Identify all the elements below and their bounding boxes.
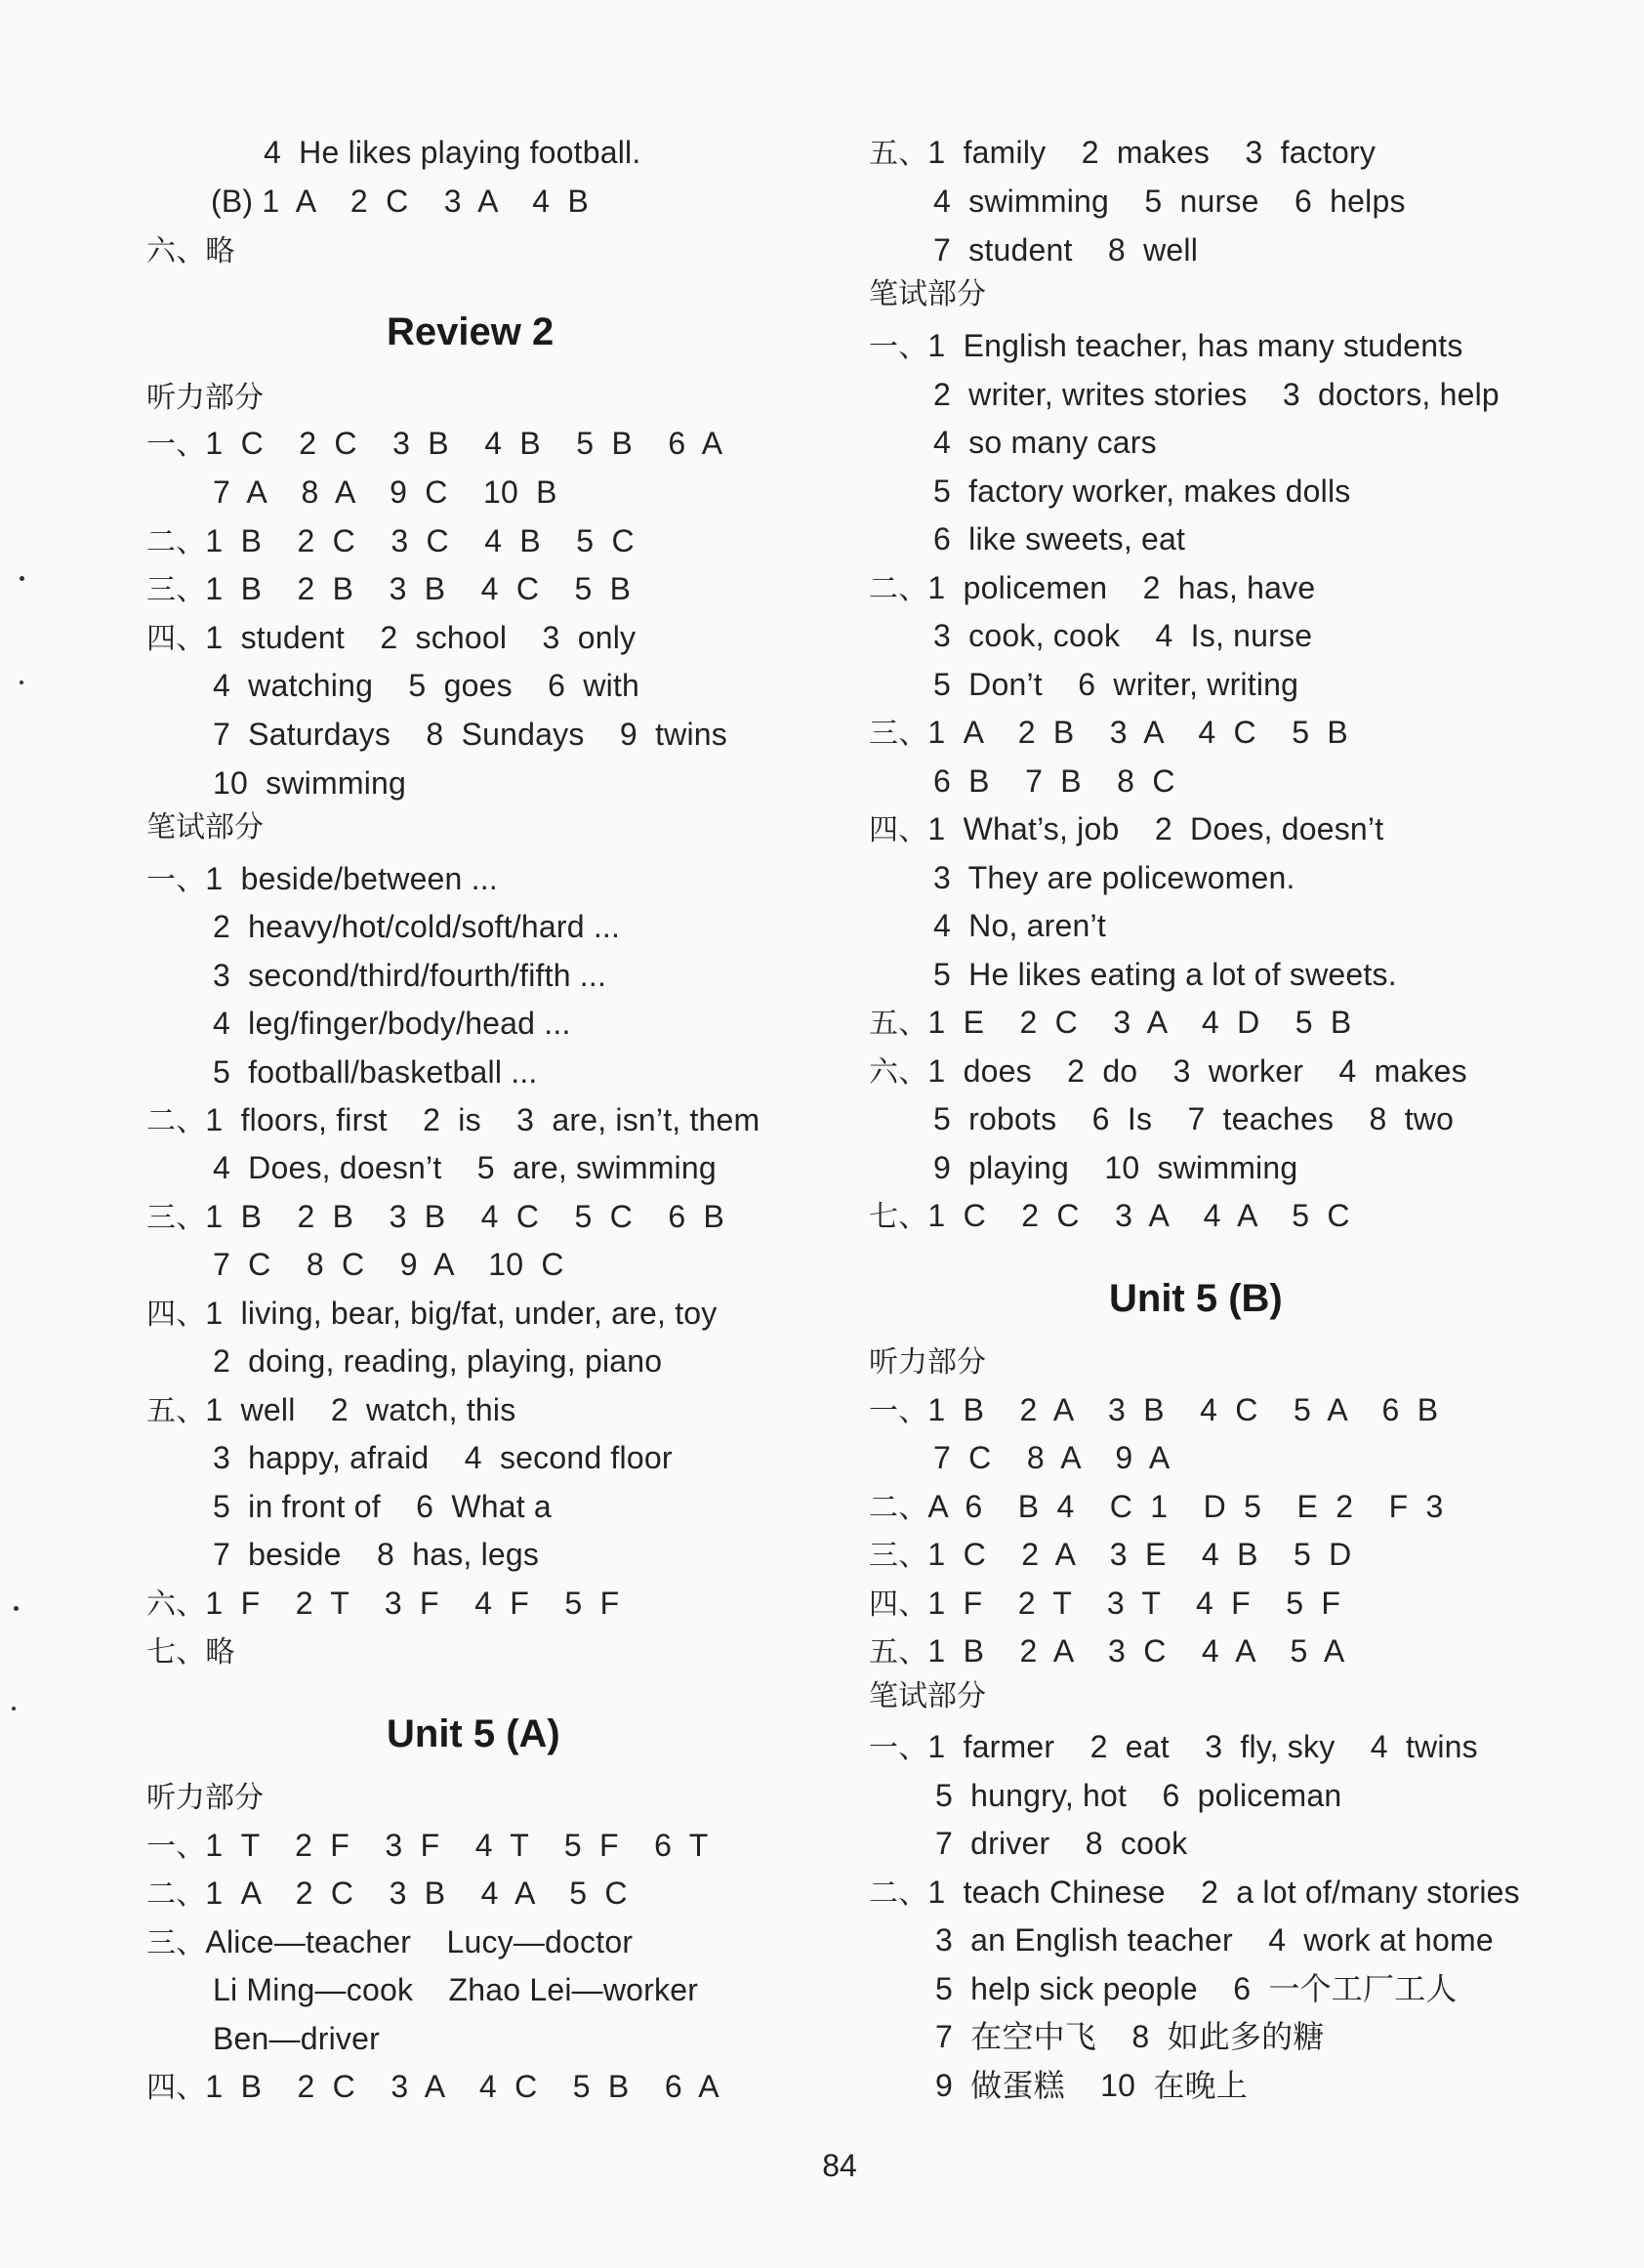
answer-line: 7 student 8 well	[933, 232, 1199, 268]
answer-line: 4 No, aren’t	[933, 908, 1106, 943]
section-marker: 二、	[869, 1491, 928, 1525]
answer-line: 2 doing, reading, playing, piano	[213, 1343, 663, 1379]
answer-line: 10 swimming	[213, 765, 407, 801]
answer-line	[869, 1003, 1351, 1042]
answer-line	[146, 1584, 619, 1623]
section-marker: 二、	[146, 525, 206, 559]
answer-line	[869, 1196, 1350, 1235]
answer-text: 略	[205, 234, 235, 268]
answer-line: 3 second/third/fourth/fifth ...	[213, 958, 607, 993]
section-marker: 四、	[869, 813, 928, 847]
answer-line	[146, 1922, 633, 1961]
section-marker: 六、	[869, 1055, 928, 1090]
section-marker: 四、	[146, 2071, 206, 2105]
answer-line: 5 hungry, hot 6 policeman	[935, 1778, 1342, 1813]
section-marker: 一、	[869, 1394, 928, 1428]
section-marker: 五、	[146, 1394, 206, 1428]
answer-text: A 6 B 4 C 1 D 5 E 2 F 3	[927, 1489, 1444, 1524]
answer-line	[146, 1294, 717, 1333]
answer-line: 7 Saturdays 8 Sundays 9 twins	[213, 717, 727, 752]
answer-text: 1 floors, first 2 is 3 are, isn’t, them	[205, 1102, 760, 1137]
written-part-label: 笔试部分	[869, 277, 986, 311]
answer-text: 1 F 2 T 3 T 4 F 5 F	[927, 1586, 1341, 1621]
answer-line	[146, 1197, 724, 1236]
section-marker: 一、	[146, 1830, 206, 1864]
scan-speck	[20, 576, 24, 581]
answer-line	[146, 424, 722, 463]
answer-line: 6 like sweets, eat	[933, 521, 1186, 557]
section-title-review-2: Review 2	[387, 310, 555, 353]
answer-text: 1 does 2 do 3 worker 4 makes	[927, 1053, 1467, 1089]
answer-line: 5 factory worker, makes dolls	[933, 474, 1351, 509]
answer-line: 6 B 7 B 8 C	[933, 763, 1175, 799]
answer-line: 7 driver 8 cook	[935, 1826, 1188, 1861]
answer-line: 3 happy, afraid 4 second floor	[213, 1440, 673, 1475]
section-marker: 二、	[146, 1104, 206, 1138]
answer-line: 9 做蛋糕 10 在晚上	[935, 2068, 1248, 2103]
answer-line	[146, 1390, 515, 1429]
answer-line	[146, 230, 235, 269]
answer-line: 7 C 8 A 9 A	[933, 1440, 1171, 1475]
answer-line	[869, 1535, 1351, 1574]
answer-line	[869, 713, 1348, 752]
answer-line	[146, 1826, 708, 1865]
answer-line: 5 He likes eating a lot of sweets.	[933, 957, 1397, 992]
answer-line: 4 watching 5 goes 6 with	[213, 668, 640, 703]
section-marker: 四、	[146, 622, 206, 656]
section-marker: 五、	[869, 137, 928, 171]
section-marker: 一、	[146, 863, 206, 897]
answer-line	[869, 809, 1383, 848]
answer-line: 5 in front of 6 What a	[213, 1489, 552, 1524]
answer-line: 4 so many cars	[933, 425, 1157, 460]
answer-text: 1 B 2 C 3 A 4 C 5 B 6 A	[205, 2069, 719, 2104]
answer-text: 1 What’s, job 2 Does, doesn’t	[927, 811, 1384, 846]
section-marker: 三、	[146, 1201, 206, 1235]
answer-line	[869, 326, 1463, 365]
answer-text: 1 beside/between ...	[205, 861, 498, 896]
answer-line	[146, 859, 498, 898]
answer-line: 7 beside 8 has, legs	[213, 1537, 540, 1572]
answer-line: 3 They are policewomen.	[933, 860, 1295, 895]
section-marker: 六、	[146, 1588, 206, 1622]
answer-text: 1 farmer 2 eat 3 fly, sky 4 twins	[927, 1729, 1478, 1764]
section-marker: 三、	[869, 717, 928, 751]
scan-speck	[12, 1707, 16, 1711]
answer-line	[146, 1874, 628, 1913]
answer-text: 1 F 2 T 3 F 4 F 5 F	[205, 1586, 620, 1621]
answer-line	[146, 618, 636, 657]
answer-text: 1 English teacher, has many students	[927, 328, 1463, 363]
answer-text: 1 B 2 A 3 C 4 A 5 A	[927, 1633, 1345, 1669]
answer-line	[869, 133, 1376, 172]
section-marker: 一、	[869, 330, 928, 364]
answer-text: 1 teach Chinese 2 a lot of/many stories	[927, 1875, 1520, 1910]
answer-text: 1 A 2 B 3 A 4 C 5 B	[927, 715, 1348, 750]
answer-line	[869, 1631, 1344, 1670]
section-marker: 三、	[146, 1926, 206, 1960]
section-marker: 三、	[146, 573, 206, 607]
answer-text: 1 well 2 watch, this	[205, 1392, 516, 1427]
answer-line	[869, 568, 1315, 607]
answer-line: 2 heavy/hot/cold/soft/hard ...	[213, 909, 621, 944]
listening-part-label: 听力部分	[146, 381, 264, 415]
answer-line: 4 leg/finger/body/head ...	[213, 1006, 571, 1041]
answer-line	[146, 1100, 760, 1139]
answer-text: 1 E 2 C 3 A 4 D 5 B	[927, 1005, 1352, 1040]
section-marker: 七、	[146, 1635, 206, 1670]
answer-line: 5 robots 6 Is 7 teaches 8 two	[933, 1101, 1455, 1136]
section-marker: 四、	[146, 1298, 206, 1332]
answer-line	[869, 1390, 1438, 1429]
answer-text: 1 policemen 2 has, have	[927, 570, 1316, 605]
listening-part-label: 听力部分	[146, 1781, 264, 1815]
answer-line: 4 Does, doesn’t 5 are, swimming	[213, 1150, 717, 1185]
answer-line	[146, 2067, 719, 2106]
answer-line: 4 He likes playing football.	[264, 135, 641, 170]
answer-text: 1 B 2 A 3 B 4 C 5 A 6 B	[927, 1392, 1439, 1427]
answer-line	[146, 521, 635, 560]
answer-line: (B) 1 A 2 C 3 A 4 B	[211, 184, 590, 219]
section-marker: 四、	[869, 1588, 928, 1622]
answer-text: 1 C 2 C 3 A 4 A 5 C	[927, 1198, 1350, 1233]
answer-line: 3 an English teacher 4 work at home	[935, 1922, 1494, 1958]
answer-line: 5 help sick people 6 一个工厂工人	[935, 1971, 1458, 2006]
answer-line	[146, 1631, 235, 1670]
answer-line: 5 Don’t 6 writer, writing	[933, 667, 1299, 702]
scan-speck	[14, 1606, 19, 1611]
section-marker: 五、	[869, 1007, 928, 1041]
section-marker: 二、	[146, 1877, 206, 1912]
answer-text: 1 A 2 C 3 B 4 A 5 C	[205, 1876, 628, 1911]
answer-text: 1 B 2 B 3 B 4 C 5 B	[205, 571, 632, 606]
answer-line: 7 在空中飞 8 如此多的糖	[935, 2019, 1325, 2054]
answer-text: 1 B 2 C 3 C 4 B 5 C	[205, 523, 635, 558]
answer-line: 7 C 8 C 9 A 10 C	[213, 1247, 564, 1282]
answer-line	[869, 1873, 1520, 1912]
answer-line	[869, 1487, 1444, 1526]
section-marker: 六、	[146, 234, 206, 268]
answer-line: 3 cook, cook 4 Is, nurse	[933, 618, 1313, 653]
written-part-label: 笔试部分	[869, 1679, 986, 1713]
section-marker: 一、	[146, 428, 206, 462]
answer-text: 1 C 2 A 3 E 4 B 5 D	[927, 1537, 1352, 1572]
answer-line: 4 swimming 5 nurse 6 helps	[933, 184, 1406, 219]
section-marker: 二、	[869, 1876, 928, 1911]
answer-line	[146, 569, 631, 608]
section-marker: 一、	[869, 1731, 928, 1765]
section-marker: 五、	[869, 1635, 928, 1670]
answer-line	[869, 1584, 1340, 1623]
page-number: 84	[822, 2148, 857, 2183]
scan-speck	[20, 680, 23, 684]
answer-line	[869, 1052, 1467, 1091]
answer-text: 1 B 2 B 3 B 4 C 5 C 6 B	[205, 1199, 725, 1234]
answer-line: 2 writer, writes stories 3 doctors, help	[933, 377, 1500, 412]
section-marker: 二、	[869, 572, 928, 606]
answer-line: Ben—driver	[213, 2021, 380, 2056]
written-part-label: 笔试部分	[146, 810, 264, 845]
section-marker: 三、	[869, 1539, 928, 1573]
answer-text: 略	[205, 1635, 235, 1670]
answer-text: 1 T 2 F 3 F 4 T 5 F 6 T	[205, 1828, 709, 1863]
listening-part-label: 听力部分	[869, 1345, 986, 1380]
answer-line: 9 playing 10 swimming	[933, 1150, 1298, 1185]
answer-text: 1 student 2 school 3 only	[205, 620, 637, 655]
answer-line: 5 football/basketball ...	[213, 1054, 538, 1090]
answer-text: 1 family 2 makes 3 factory	[927, 135, 1377, 170]
answer-text: 1 living, bear, big/fat, under, are, toy	[205, 1296, 718, 1331]
answer-line	[869, 1727, 1478, 1766]
answer-text: Alice—teacher Lucy—doctor	[205, 1924, 634, 1959]
section-title-unit-5b: Unit 5 (B)	[1109, 1277, 1283, 1320]
answer-line: 7 A 8 A 9 C 10 B	[213, 474, 557, 510]
section-title-unit-5a: Unit 5 (A)	[387, 1712, 560, 1755]
section-marker: 七、	[869, 1200, 928, 1234]
answer-line: Li Ming—cook Zhao Lei—worker	[213, 1972, 699, 2007]
answer-text: 1 C 2 C 3 B 4 B 5 B 6 A	[205, 426, 723, 461]
